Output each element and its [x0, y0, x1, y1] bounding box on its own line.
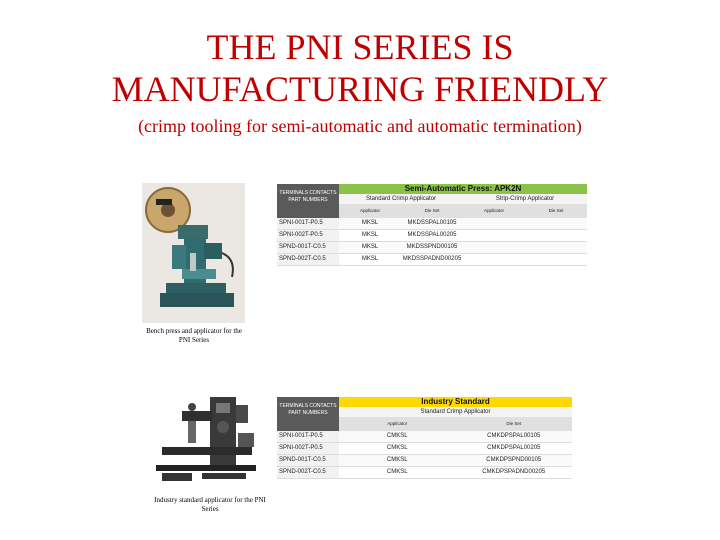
applicator-caption: Industry standard applicator for the PNI Series: [154, 496, 266, 513]
press-title: Semi-Automatic Press: APK2N: [339, 184, 587, 194]
cell-applicator: CMKSL: [339, 455, 456, 466]
table-body: [277, 218, 587, 266]
cell-die-set: [525, 218, 587, 229]
cell-applicator: CMKSL: [339, 431, 456, 442]
part-number: SPND-002T-C0.5: [277, 467, 339, 478]
cell-die-set: [525, 230, 587, 241]
part-number: SPNI-002T-P0.5: [277, 230, 339, 241]
group-standard-crimp: Standard Crimp Applicator: [365, 196, 437, 202]
cell-applicator: CMKSL: [386, 445, 408, 451]
table-header: [277, 397, 572, 431]
cell-applicator: [463, 218, 525, 229]
cell-applicator: MKSL: [361, 256, 379, 262]
table-row: [277, 467, 572, 479]
part-number: SPNI-001T-P0.5: [277, 431, 339, 442]
table-row: [277, 218, 587, 230]
part-number: SPNI-002T-P0.5: [277, 443, 339, 454]
table-row: [277, 443, 572, 455]
cell-applicator: MKSL: [361, 232, 379, 238]
cell-applicator: [463, 242, 525, 253]
cell-die-set: MKDSSPAL00105: [401, 218, 463, 229]
cell-applicator: MKSL: [339, 218, 401, 229]
cell-die-set: [525, 254, 587, 265]
col-die-set: Die Set: [548, 208, 564, 213]
cell-applicator: CMKSL: [386, 469, 408, 475]
col-applicator: Applicator: [359, 208, 380, 213]
title-line-1: THE PNI SERIES IS: [206, 27, 514, 67]
cell-die-set: CMKDPSPAL00105: [456, 431, 573, 442]
table-row: [277, 254, 587, 266]
part-numbers-header: TERMINALS CONTACTS PART NUMBERS: [277, 397, 339, 431]
applicator-photo: [142, 393, 264, 493]
part-numbers-header: TERMINALS CONTACTS PART NUMBERS: [277, 184, 339, 218]
table-body: [277, 431, 572, 479]
part-number: SPND-001T-C0.5: [277, 242, 339, 253]
col-applicator: Applicator: [387, 421, 408, 426]
part-number: SPND-002T-C0.5: [277, 254, 339, 265]
cell-die-set: CMKDPSPAL00205: [487, 445, 541, 451]
col-die-set: Die Set: [424, 208, 440, 213]
table-row: [277, 230, 587, 242]
industry-standard-title: Industry Standard: [339, 397, 572, 407]
col-applicator: Applicator: [483, 208, 504, 213]
title-line-2: MANUFACTURING FRIENDLY: [111, 69, 609, 109]
cell-applicator: MKSL: [339, 242, 401, 253]
cell-die-set: [525, 242, 587, 253]
col-die-set: Die Set: [506, 421, 522, 426]
table-row: [277, 431, 572, 443]
cell-die-set: MKDSSPADND00205: [402, 256, 462, 262]
bench-press-photo: [142, 183, 245, 323]
slide-subtitle: (crimp tooling for semi-automatic and automatic termination): [138, 116, 582, 136]
bench-press-caption: Bench press and applicator for the PNI Series: [146, 327, 242, 344]
slide-title: [0, 26, 720, 110]
bench-press-illustration: [142, 183, 245, 323]
part-number: SPNI-001T-P0.5: [277, 218, 339, 229]
cell-applicator: [463, 254, 525, 265]
cell-die-set: CMKDPSPND00105: [456, 455, 573, 466]
cell-die-set: CMKDPSPADND00205: [482, 469, 546, 475]
group-strip-crimp: Strip-Crimp Applicator: [495, 196, 555, 202]
table-row: [277, 455, 572, 467]
cell-die-set: MKDSSPND00105: [401, 242, 463, 253]
table-row: [277, 242, 587, 254]
applicator-illustration: [142, 393, 264, 493]
semi-automatic-press-table: [277, 184, 587, 266]
cell-die-set: MKDSSPAL00205: [407, 232, 457, 238]
industry-standard-table: [277, 397, 572, 479]
table-header: [277, 184, 587, 218]
group-standard-crimp: Standard Crimp Applicator: [420, 409, 491, 415]
part-number: SPND-001T-C0.5: [277, 455, 339, 466]
cell-applicator: [463, 230, 525, 241]
